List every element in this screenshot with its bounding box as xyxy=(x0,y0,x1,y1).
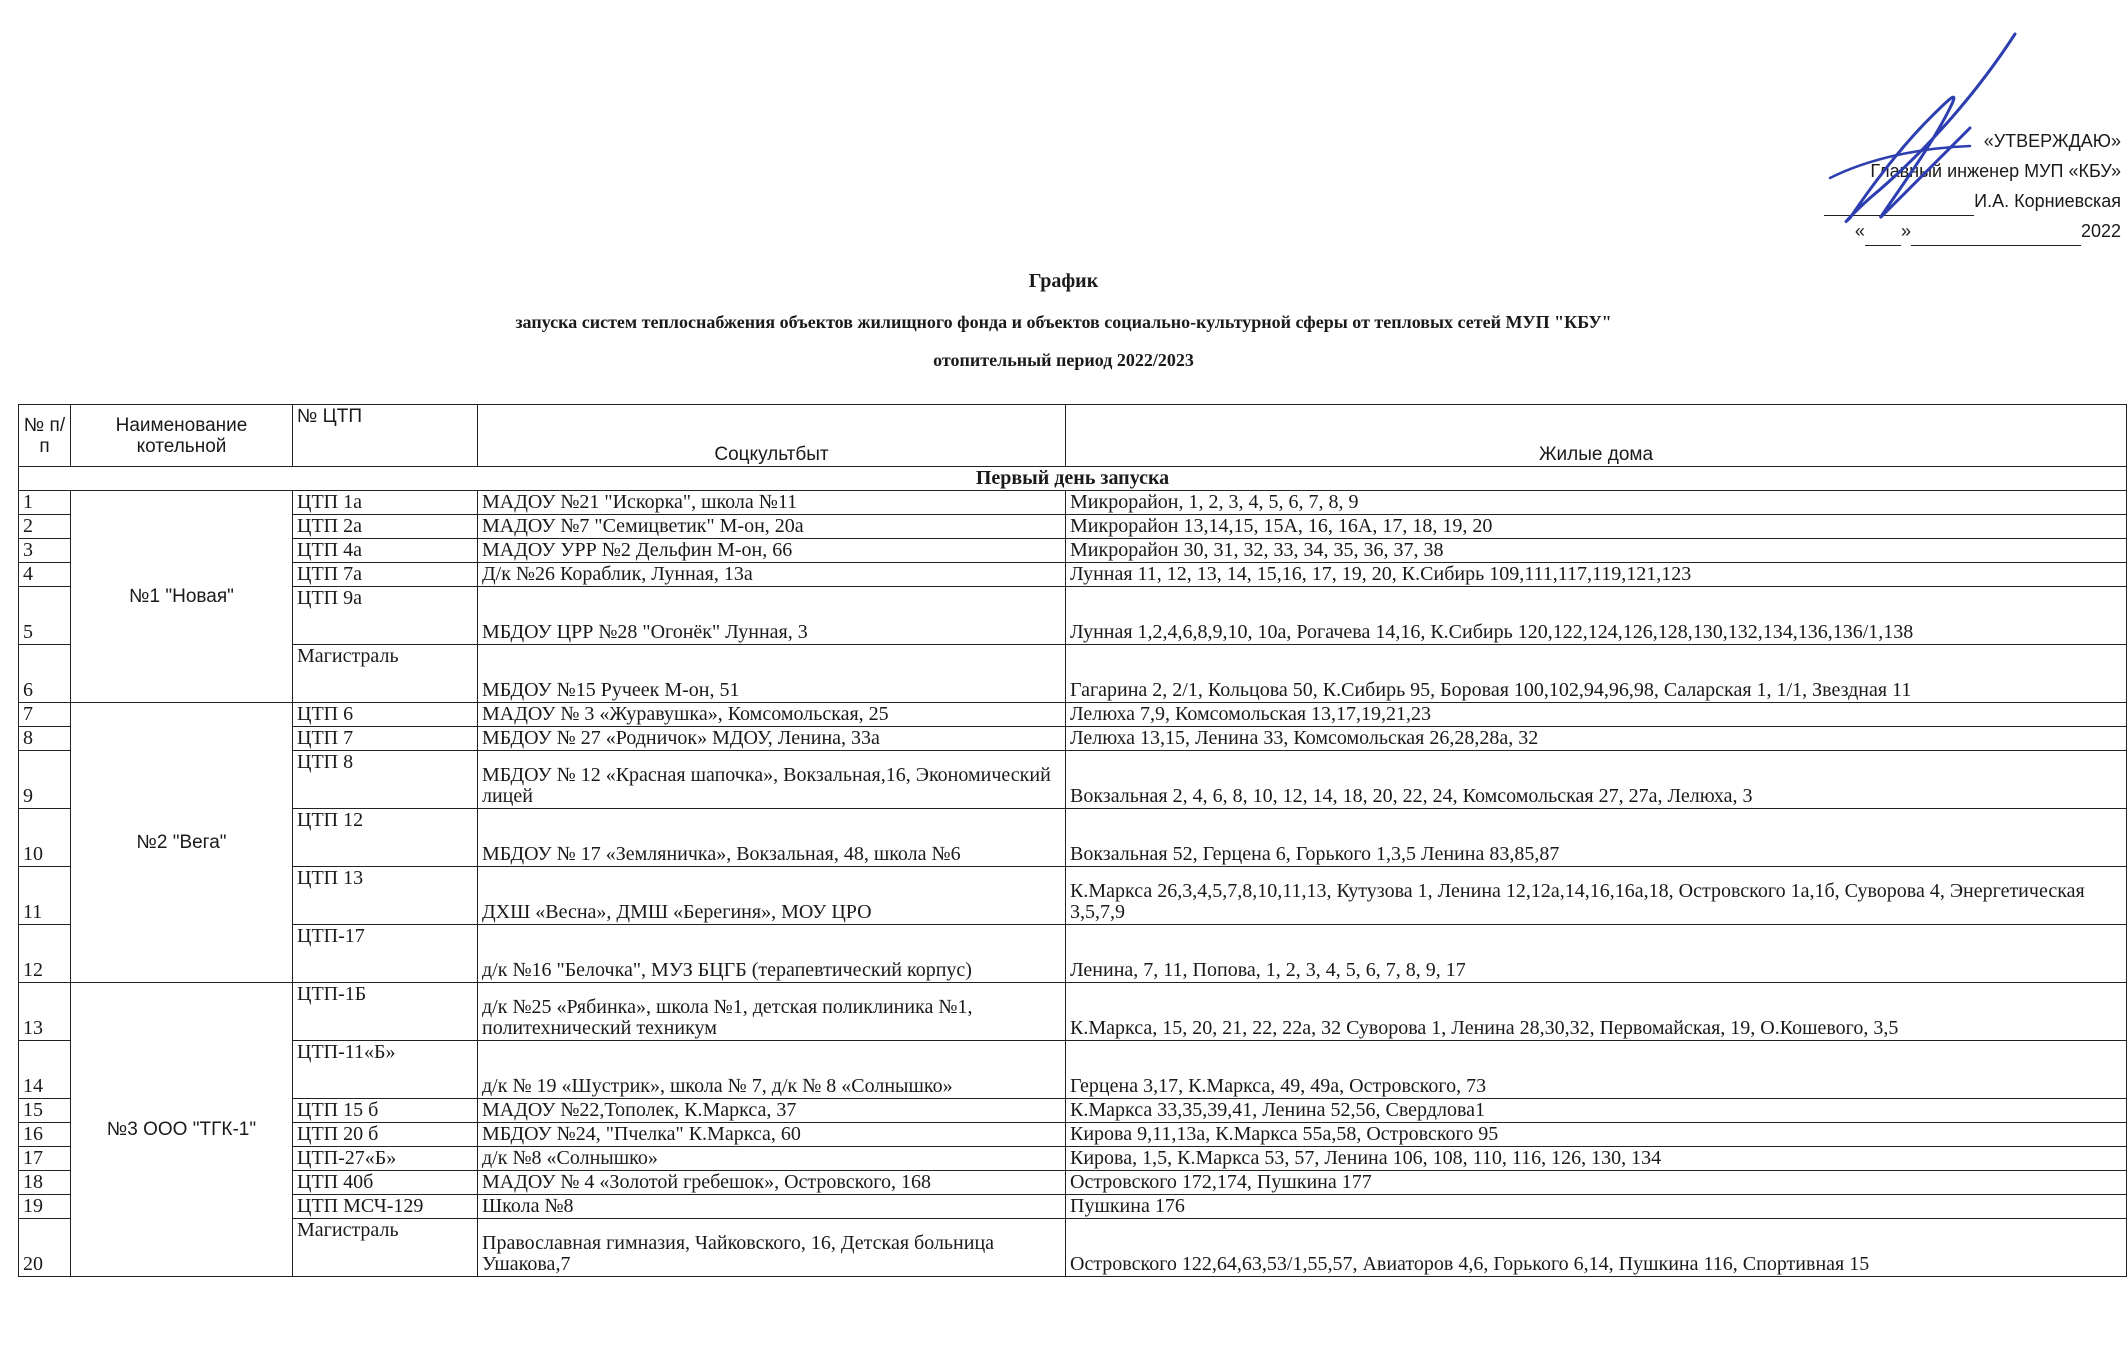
houses-cell: Лелюха 13,15, Ленина 33, Комсомольская 26,28,28а, 32 xyxy=(1066,727,2127,751)
approval-year: 2022 xyxy=(2080,221,2121,241)
table-row xyxy=(19,1099,2127,1123)
table-row xyxy=(19,983,2127,1041)
social-cell: МАДОУ №7 "Семицветик" М-он, 20а xyxy=(478,515,1066,539)
row-number: 3 xyxy=(19,539,71,563)
social-cell: МАДОУ №22,Тополек, К.Маркса, 37 xyxy=(478,1099,1066,1123)
table-row xyxy=(19,925,2127,983)
table-row xyxy=(19,1195,2127,1219)
ctp-cell: ЦТП 8 xyxy=(293,751,478,809)
table-row xyxy=(19,1041,2127,1099)
social-cell: д/к №25 «Рябинка», школа №1, детская поликлиника №1, политехнический техникум xyxy=(478,983,1066,1041)
header-houses: Жилые дома xyxy=(1066,405,2127,467)
ctp-cell: ЦТП-17 xyxy=(293,925,478,983)
houses-cell: Кирова, 1,5, К.Маркса 53, 57, Ленина 106, 108, 110, 116, 126, 130, 134 xyxy=(1066,1147,2127,1171)
houses-cell: К.Маркса, 15, 20, 21, 22, 22а, 32 Суворова 1, Ленина 28,30,32, Первомайская, 19, О.Кошевого, 3,5 xyxy=(1066,983,2127,1041)
social-cell: МАДОУ УРР №2 Дельфин М-он, 66 xyxy=(478,539,1066,563)
document-subtitle: запуска систем теплоснабжения объектов жилищного фонда и объектов социально-культурной сферы от тепловых сетей МУП "КБУ" xyxy=(515,312,1612,332)
houses-cell: Герцена 3,17, К.Маркса, 49, 49а, Островского, 73 xyxy=(1066,1041,2127,1099)
houses-cell: Вокзальная 52, Герцена 6, Горького 1,3,5 Ленина 83,85,87 xyxy=(1066,809,2127,867)
header-num: № п/п xyxy=(19,405,71,467)
table-row xyxy=(19,491,2127,515)
table-row xyxy=(19,751,2127,809)
date-open-quote: « xyxy=(1854,221,1865,241)
ctp-cell: ЦТП 12 xyxy=(293,809,478,867)
row-number: 12 xyxy=(19,925,71,983)
row-number: 8 xyxy=(19,727,71,751)
table-row xyxy=(19,645,2127,703)
social-cell: Д/к №26 Кораблик, Лунная, 13а xyxy=(478,563,1066,587)
houses-cell: Лунная 11, 12, 13, 14, 15,16, 17, 19, 20, К.Сибирь 109,111,117,119,121,123 xyxy=(1066,563,2127,587)
houses-cell: Микрорайон 30, 31, 32, 33, 34, 35, 36, 37, 38 xyxy=(1066,539,2127,563)
signature-scribble xyxy=(1810,28,2030,248)
table-row xyxy=(19,539,2127,563)
ctp-cell: Магистраль xyxy=(293,1219,478,1277)
ctp-cell: ЦТП 9а xyxy=(293,587,478,645)
approve-label: «УТВЕРЖДАЮ» xyxy=(1983,131,2121,151)
houses-cell: Лелюха 7,9, Комсомольская 13,17,19,21,23 xyxy=(1066,703,2127,727)
header-boiler: Наименование котельной xyxy=(71,405,293,467)
document-title: График xyxy=(1028,270,1099,292)
ctp-cell: ЦТП 20 б xyxy=(293,1123,478,1147)
row-number: 10 xyxy=(19,809,71,867)
section-row xyxy=(19,467,2127,491)
boiler-name: №2 "Вега" xyxy=(71,703,293,983)
header-social: Соцкультбыт xyxy=(478,405,1066,467)
boiler-name: №1 "Новая" xyxy=(71,491,293,703)
houses-cell: Вокзальная 2, 4, 6, 8, 10, 12, 14, 18, 20, 22, 24, Комсомольская 27, 27а, Лелюха, 3 xyxy=(1066,751,2127,809)
table-row xyxy=(19,867,2127,925)
section-title: Первый день запуска xyxy=(19,467,2127,491)
houses-cell: Островского 122,64,63,53/1,55,57, Авиаторов 4,6, Горького 6,14, Пушкина 116, Спортивная 15 xyxy=(1066,1219,2127,1277)
social-cell: МБДОУ ЦРР №28 "Огонёк" Лунная, 3 xyxy=(478,587,1066,645)
row-number: 18 xyxy=(19,1171,71,1195)
ctp-cell: ЦТП-27«Б» xyxy=(293,1147,478,1171)
row-number: 7 xyxy=(19,703,71,727)
date-mid-quote: » xyxy=(1900,221,1911,241)
table-row xyxy=(19,1171,2127,1195)
ctp-cell: Магистраль xyxy=(293,645,478,703)
row-number: 16 xyxy=(19,1123,71,1147)
ctp-cell: ЦТП 7 xyxy=(293,727,478,751)
social-cell: МАДОУ № 3 «Журавушка», Комсомольская, 25 xyxy=(478,703,1066,727)
table-row xyxy=(19,515,2127,539)
table-row xyxy=(19,1123,2127,1147)
ctp-cell: ЦТП-11«Б» xyxy=(293,1041,478,1099)
houses-cell: К.Маркса 26,3,4,5,7,8,10,11,13, Кутузова 1, Ленина 12,12а,14,16,16а,18, Островского 1а,1б, Суворова 4, Энергетическая 3,5,7,9 xyxy=(1066,867,2127,925)
row-number: 2 xyxy=(19,515,71,539)
social-cell: д/к №16 "Белочка", МУЗ БЦГБ (терапевтический корпус) xyxy=(478,925,1066,983)
social-cell: д/к №8 «Солнышко» xyxy=(478,1147,1066,1171)
table-row xyxy=(19,587,2127,645)
ctp-cell: ЦТП 13 xyxy=(293,867,478,925)
table-row xyxy=(19,727,2127,751)
social-cell: Православная гимназия, Чайковского, 16, Детская больница Ушакова,7 xyxy=(478,1219,1066,1277)
houses-cell: К.Маркса 33,35,39,41, Ленина 52,56, Свердлова1 xyxy=(1066,1099,2127,1123)
row-number: 17 xyxy=(19,1147,71,1171)
row-number: 4 xyxy=(19,563,71,587)
ctp-cell: ЦТП 7а xyxy=(293,563,478,587)
houses-cell: Пушкина 176 xyxy=(1066,1195,2127,1219)
row-number: 14 xyxy=(19,1041,71,1099)
row-number: 9 xyxy=(19,751,71,809)
houses-cell: Гагарина 2, 2/1, Кольцова 50, К.Сибирь 95, Боровая 100,102,94,96,98, Саларская 1, 1/1, Звездная 11 xyxy=(1066,645,2127,703)
ctp-cell: ЦТП-1Б xyxy=(293,983,478,1041)
table-row xyxy=(19,563,2127,587)
ctp-cell: ЦТП 1а xyxy=(293,491,478,515)
ctp-cell: ЦТП 4а xyxy=(293,539,478,563)
row-number: 5 xyxy=(19,587,71,645)
row-number: 13 xyxy=(19,983,71,1041)
row-number: 11 xyxy=(19,867,71,925)
ctp-cell: ЦТП 40б xyxy=(293,1171,478,1195)
approver-name: И.А. Корниевская xyxy=(1974,191,2121,211)
schedule-table xyxy=(18,404,2127,1277)
houses-cell: Микрорайон 13,14,15, 15А, 16, 16А, 17, 18, 19, 20 xyxy=(1066,515,2127,539)
header-ctp: № ЦТП xyxy=(293,405,478,467)
social-cell: МБДОУ №15 Ручеек М-он, 51 xyxy=(478,645,1066,703)
ctp-cell: ЦТП 15 б xyxy=(293,1099,478,1123)
row-number: 20 xyxy=(19,1219,71,1277)
row-number: 1 xyxy=(19,491,71,515)
ctp-cell: ЦТП 2а xyxy=(293,515,478,539)
approver-position: Главный инженер МУП «КБУ» xyxy=(1870,161,2121,181)
boiler-name: №3 ООО "ТГК-1" xyxy=(71,983,293,1277)
houses-cell: Ленина, 7, 11, Попова, 1, 2, 3, 4, 5, 6, 7, 8, 9, 17 xyxy=(1066,925,2127,983)
social-cell: д/к № 19 «Шустрик», школа № 7, д/к № 8 «Солнышко» xyxy=(478,1041,1066,1099)
ctp-cell: ЦТП 6 xyxy=(293,703,478,727)
social-cell: МБДОУ № 27 «Родничок» МДОУ, Ленина, 33а xyxy=(478,727,1066,751)
ctp-cell: ЦТП МСЧ-129 xyxy=(293,1195,478,1219)
houses-cell: Лунная 1,2,4,6,8,9,10, 10а, Рогачева 14,16, К.Сибирь 120,122,124,126,128,130,132,134,136,136/1,138 xyxy=(1066,587,2127,645)
row-number: 6 xyxy=(19,645,71,703)
table-row xyxy=(19,1219,2127,1277)
table-row xyxy=(19,809,2127,867)
houses-cell: Островского 172,174, Пушкина 177 xyxy=(1066,1171,2127,1195)
social-cell: Школа №8 xyxy=(478,1195,1066,1219)
houses-cell: Микрорайон, 1, 2, 3, 4, 5, 6, 7, 8, 9 xyxy=(1066,491,2127,515)
houses-cell: Кирова 9,11,13а, К.Маркса 55а,58, Островского 95 xyxy=(1066,1123,2127,1147)
social-cell: МБДОУ № 12 «Красная шапочка», Вокзальная,16, Экономический лицей xyxy=(478,751,1066,809)
social-cell: МБДОУ №24, "Пчелка" К.Маркса, 60 xyxy=(478,1123,1066,1147)
social-cell: МБДОУ № 17 «Земляничка», Вокзальная, 48, школа №6 xyxy=(478,809,1066,867)
document-period: отопительный период 2022/2023 xyxy=(933,350,1194,370)
table-row xyxy=(19,1147,2127,1171)
social-cell: ДХШ «Весна», ДМШ «Берегиня», МОУ ЦРО xyxy=(478,867,1066,925)
social-cell: МАДОУ № 4 «Золотой гребешок», Островского, 168 xyxy=(478,1171,1066,1195)
row-number: 19 xyxy=(19,1195,71,1219)
row-number: 15 xyxy=(19,1099,71,1123)
table-row xyxy=(19,703,2127,727)
header-row xyxy=(19,405,2127,467)
social-cell: МАДОУ №21 "Искорка", школа №11 xyxy=(478,491,1066,515)
